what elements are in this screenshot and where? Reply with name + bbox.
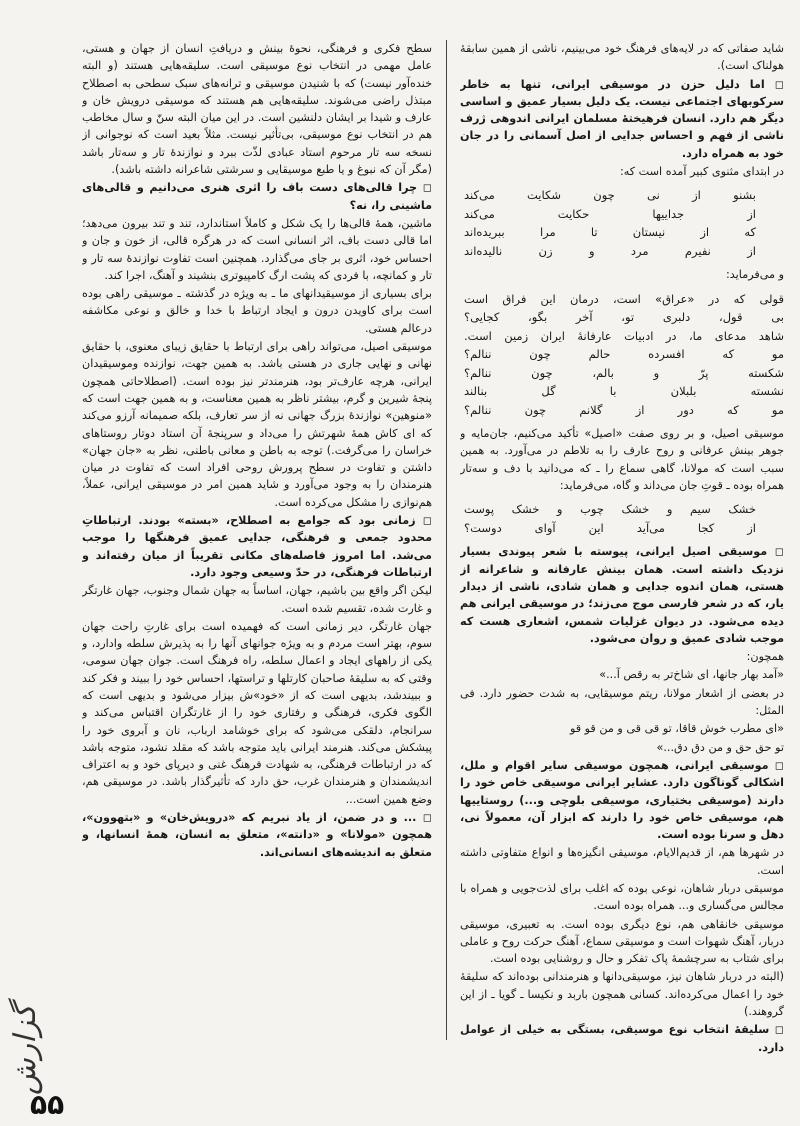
quote-line: «ای مطرب خوش قاقا، تو قی قی و من قو قو — [569, 722, 784, 736]
poem-verse — [464, 500, 756, 537]
poem-verse — [464, 290, 784, 420]
verse-line: خشک سیم و خشک چوب و خشک پوست — [464, 502, 756, 517]
poem-verse — [464, 186, 756, 260]
paragraph: (البته در دربار شاهان نیز، موسیقی‌دانها و هنرمندانی بوده‌اند که سلیقهٔ خود را اعمال می‌کرده‌اند. کسانی همچون باربد و نکیسا ـ گویا ـ از این گروهند.) — [460, 970, 784, 1019]
verse-line: از کجا می‌آید این آوای دوست؟ — [464, 520, 756, 535]
verse-line: بی قول، دلبری تو، آخر بگو، کجایی؟ — [464, 310, 784, 325]
paragraph: سطح فکری و فرهنگی، نحوهٔ بینش و دریافتِ انسان از جهان و هستی، عامل مهمی در انتخاب نوع موسیقی است. سلیقه‌هایی هستند (و البته خنده‌آور نیست) که با شنیدن موسیقی و ترانه‌های سبک سطحی به اصطلاح مبتذل راضی می‌شوند. سلیقه‌هایی هم هستند که موسیقی درویش خان و عارف و شیدا بر ایشان دلنشین است. در این میان البته سنّ و سال مخاطب هم در انتخاب نوع موسیقی، بی‌تأثیر نیست. مثلاً بعید است که نوجوانی از نسخه سه تار مرحوم استاد عبادی لذّت ببرد و نوازندهٔ تار و سه‌تار باشد (مگر آن که نبوغ و یا طبع موسیقایی و سرشتی شاعرانه داشته باشد). — [82, 42, 432, 177]
verse-line: از نفیرم مرد و زن نالیده‌اند — [464, 243, 756, 258]
paragraph: موسیقی دربار شاهان، نوعی بوده که اغلب برای لذت‌جویی و همراه با مجالس می‌گساری و... همراه بوده است. — [460, 882, 784, 913]
text-column-right — [460, 40, 784, 1066]
verse-line: بشنو از نی چون شکایت می‌کند — [464, 188, 756, 203]
column-divider — [446, 40, 447, 1040]
paragraph: در شهرها هم، از قدیم‌الایام، موسیقی انگیزه‌ها و انواع متفاوتی داشته است. — [460, 846, 784, 877]
interview-question: ◻ ... و در ضمن، از یاد نبریم که «درویش‌خان» و «بتهوون»، همچون «مولانا» و «دانته»، متعلق به انسان، همهٔ انسانها، و متعلق به اندیشه‌های انسانی‌اند. — [82, 809, 432, 861]
paragraph: برای بسیاری از موسیقیدانهای ما ـ به ویژه در گذشته ـ موسیقی راهی بوده است برای کاویدن درون و ایجاد ارتباط با خدا و خالق و نوعی مکاشفه درعالم هستی. — [82, 287, 432, 335]
paragraph: موسیقی اصیل، می‌تواند راهی برای ارتباط با حقایق زیبای معنوی، با حقایق نهانی و نهایی جاری در هستی باشد. به همین جهت، نوازنده وموسیقیدان ایرانی، هرچه عارف‌تر بود، هنرمندتر نیز بوده است. (اصطلاحاتی همچون پنجهٔ شیرین و گرم، بیشتر ناظر به همین معناست، و به همین جهت است که «منوهین» نوازندهٔ بزرگ جهانی نه از سر تعارف، بلکه صمیمانه آرزو می‌کند که ای کاش همهٔ شهرتش را می‌داد و سرپنجهٔ آن استاد دوتار روستاهای خراسان را می‌گرفت.) توجه به باطن و معانی باطنی، نظر به «جان جهان» داشتن و تفاوت در سطح پرورش روحی افراد است که تفاوت در میان هنرمندان را به وجود می‌آورد و شاید همین امر در موسیقی ایرانی، عملاً، هم‌نوازی را مشکل می‌کرده است. — [82, 340, 432, 509]
paragraph: موسیقی خانقاهی هم، نوع دیگری بوده است. به تعبیری، موسیقی دربار، آهنگ شهوات است و موسیقی سماع، آهنگ حرکت روح و عاملی برای شتاب به سرچشمهٔ پاک تفکر و حال و روشنایی بوده است. — [460, 917, 784, 966]
paragraph: در بعضی از اشعار مولانا، ریتم موسیقایی، به شدت حضور دارد. فی المثل: — [460, 686, 784, 718]
paragraph: همچون: — [746, 650, 784, 664]
paragraph: در ابتدای مثنوی کبیر آمده است که: — [620, 165, 784, 179]
magazine-logo: گزارش — [8, 1004, 43, 1096]
interview-question: ◻ سلیقهٔ انتخاب نوع موسیقی، بستگی به خیلی از عوامل دارد. — [460, 1021, 784, 1056]
paragraph: موسیقی اصیل، و بر روی صفت «اصیل» تأکید می‌کنیم، جان‌مایه و جوهر بینش عرفانی و روح عارف را به تلاطم در می‌آورد. به همین سبب است که مولانا، گاهی سماع را ـ که می‌دانید با دف و سه‌تار همراه بوده ـ قوتِ جان می‌داند و گاه، می‌فرماید: — [460, 427, 784, 493]
quote-line: «آمد بهار جانها، ای شاخ‌تر به رقص آ...» — [599, 668, 784, 682]
verse-line: شکسته پرّ و بالم، چون ننالم؟ — [464, 365, 784, 380]
paragraph: ماشین، همهٔ قالی‌ها را یک شکل و کاملاً استاندارد، تند و تند بیرون می‌دهد؛ اما قالی دست باف، اثر انسانی است که در هرگره قالی، از خون و جان و احساس خود، اثری بر جای می‌گذارد. همچنین است تفاوت نوازندهٔ سه تار و تار و کمانچه، با فردی که پشت ارگ کامپیوتری بنشیند و آهنگ، اجرا کند. — [82, 216, 432, 282]
verse-line: نشسته بلبلان با گل بنالند — [464, 384, 784, 399]
interview-question: ◻ اما دلیل حزن در موسیقی ایرانی، تنها به خاطر سرکوبهای اجتماعی نیست. یک دلیل بسیار عمیق و اساسی دیگر هم دارد. انسان فرهیختهٔ مسلمان ایرانی اندوهی ژرف ناشی از فهم و احساس جدایی از اصل آسمانی را در جان خود به همراه دارد. — [460, 76, 784, 162]
paragraph: و می‌فرماید: — [726, 268, 784, 282]
verse-line: که از نیستان تا مرا ببریده‌اند — [464, 225, 756, 240]
quote-line: تو حق حق و من دق دق...» — [656, 740, 784, 754]
interview-question: ◻ چرا قالی‌های دست باف را اثری هنری می‌دانیم و قالی‌های ماشینی را، نه؟ — [82, 179, 432, 214]
paragraph: جهان غارتگر، دیر زمانی است که فهمیده است برای غارتِ راحت جهان سوم، بهتر است مردم و به ویژه جوانهای آنها را به پذیرش سلطه وادارد، و یکی از راههای ایجاد و اعمال سلطه، راه فرهنگ است. جوان جهان سومی، وقتی که به سلیقهٔ صاحبان کارتلها و تراستها، احساس خود را ببیند و فکر کند و ببیندشد، بدیهی است که از «خود»ش بیزار می‌شود و بدیهی است که الگوی فکری، فرهنگی و رفتاری خود را از غارتگران اقتباس می‌کند و سرانجام، دلقکی می‌شود که برای خوشامد ارباب، نان و آبروی خود را پیشکش می‌کند. هنرمند ایرانی باید متوجه باشد که مقلد نشود، متوجه باشد که در ارتباطات فرهنگی، به شهادت فرهنگ غنی و دیرپای خود و به اعتراف اندیشمندان و هنرمندان غرب، حق دارد که تأثیرگذار باشد. در موسیقی هم، وضع همین است... — [82, 619, 432, 806]
interview-question: ◻ موسیقی ایرانی، همچون موسیقی سایر اقوام و ملل، اشکالی گوناگون دارد. عشایر ایرانی موسیقی خاص خود را دارند (موسیقی بختیاری، موسیقی بلوچی و...) روستاییها هم، موسیقی خاص خود را دارند که ابزار آن، معمولاً نی، دهل و سرنا بوده است. — [460, 757, 784, 843]
paragraph: لیکن اگر واقع بین باشیم، جهان، اساساً به جهان شمال وجنوب، جهان غارتگر و غارت شده، تقسیم شده است. — [82, 584, 432, 615]
interview-question: ◻ موسیقی اصیل ایرانی، پیوسته با شعر پیوندی بسیار نزدیک داشته است. همان بینش عارفانه و شاعرانه از هستی، همان اندوه جدایی و همان شادی، ناشی از دیدار یار، که در شعر فارسی موج می‌زند؛ در موسیقی ایرانی هم دیده می‌شود. در دیوان غزلیات شمس، اشعاری هست که موجب شادی عمیق و روان می‌شود. — [460, 543, 784, 647]
text-column-left — [82, 40, 432, 1066]
interview-question: ◻ زمانی بود که جوامع به اصطلاح، «بسته» بودند. ارتباطاتِ محدود جمعی و فرهنگی، جدایی عمیق فرهنگها را موجب می‌شد. اما امروز فاصله‌های مکانی تقریباً از میان رفته‌اند و ارتباطات فرهنگی، در حدّ وسیعی وجود دارد. — [82, 512, 432, 581]
verse-line: مو که افسرده حالم چون ننالم؟ — [464, 347, 784, 362]
paragraph: شاید صفاتی که در لایه‌های فرهنگ خود می‌بینیم، ناشی از همین سابقهٔ هولناک است). — [460, 42, 784, 73]
verse-line: از جداییها حکایت می‌کند — [464, 206, 756, 221]
verse-line: شاهد مدعای ما، در ادبیات عارفانهٔ ایران زمین است. — [464, 328, 784, 343]
verse-line: قولی که در «عراق» است، درمان این فراق است — [464, 291, 784, 306]
verse-line: مو که دور از گلانم چون ننالم؟ — [464, 402, 784, 417]
page-number: ۵۵ — [30, 1088, 65, 1121]
